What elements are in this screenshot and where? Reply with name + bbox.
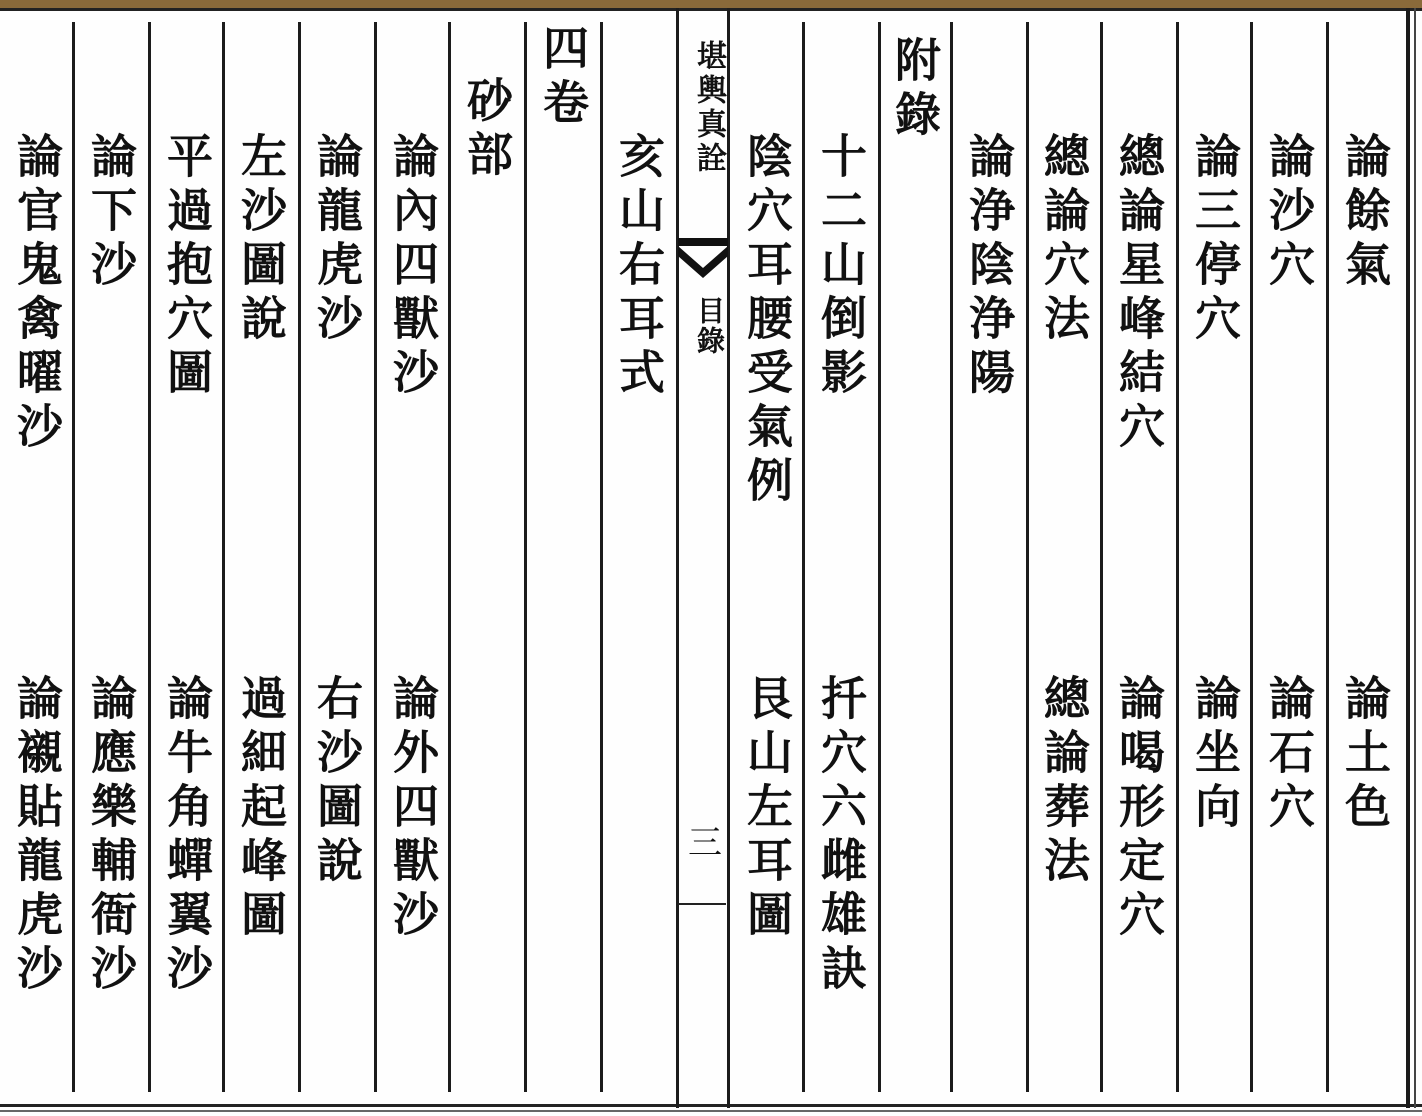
column-rule (1100, 22, 1103, 1092)
gutter-rule-short (678, 903, 726, 905)
toc-entry: 論餘氣 (1338, 132, 1392, 294)
column-rule (950, 22, 953, 1092)
column-rule (878, 22, 881, 1092)
column-rule (448, 22, 451, 1092)
toc-entry: 十二山倒影 (814, 132, 868, 402)
top-band (0, 0, 1422, 8)
toc-entry: 論下沙 (84, 132, 138, 294)
column-rule (802, 22, 805, 1092)
toc-entry: 論喝形定穴 (1112, 674, 1166, 944)
toc-entry: 論襯貼龍虎沙 (10, 674, 64, 998)
toc-entry: 艮山左耳圖 (740, 674, 794, 944)
toc-entry: 論土色 (1338, 674, 1392, 836)
toc-entry: 論沙穴 (1262, 132, 1316, 294)
column-rule (600, 22, 603, 1092)
column-rule (374, 22, 377, 1092)
toc-entry: 左沙圖說 (234, 132, 288, 348)
frame-bottom-rule-2 (0, 1110, 1422, 1112)
toc-entry: 論應樂輔衙沙 (84, 674, 138, 998)
volume-heading: 四卷 (536, 24, 590, 132)
column-rule (298, 22, 301, 1092)
frame-right-rule (1406, 8, 1410, 1108)
column-rule (524, 22, 527, 1092)
fishtail-mark (678, 238, 728, 286)
column-rule (72, 22, 75, 1092)
toc-entry: 平過抱穴圖 (160, 132, 214, 402)
toc-entry: 論外四獸沙 (386, 674, 440, 944)
column-rule (1250, 22, 1253, 1092)
toc-entry: 論龍虎沙 (310, 132, 364, 348)
toc-entry: 論官鬼禽曜沙 (10, 132, 64, 456)
column-rule (222, 22, 225, 1092)
toc-entry: 總論葬法 (1037, 674, 1091, 890)
toc-entry: 論浄陰浄陽 (962, 132, 1016, 402)
toc-entry: 過細起峰圖 (234, 674, 288, 944)
toc-entry: 扦穴六雌雄訣 (814, 674, 868, 998)
column-rule (1176, 22, 1179, 1092)
toc-entry: 論牛角蟬翼沙 (160, 674, 214, 998)
toc-entry: 總論星峰結穴 (1112, 132, 1166, 456)
section-heading: 附錄 (888, 36, 942, 144)
column-rule (148, 22, 151, 1092)
toc-entry: 論石穴 (1262, 674, 1316, 836)
toc-entry: 論內四獸沙 (386, 132, 440, 402)
book-title: 堪輿真詮 (691, 40, 726, 176)
gutter-rule-left (676, 8, 679, 1108)
page-number: 三 (688, 823, 722, 863)
toc-entry: 論三停穴 (1188, 132, 1242, 348)
frame-right-rule-2 (1414, 8, 1416, 1108)
section-title: 目錄 (693, 296, 726, 356)
toc-entry: 論坐向 (1188, 674, 1242, 836)
column-rule (1326, 22, 1329, 1092)
toc-entry: 右沙圖說 (310, 674, 364, 890)
toc-entry: 總論穴法 (1037, 132, 1091, 348)
column-rule (1026, 22, 1029, 1092)
frame-top-rule (0, 8, 1422, 11)
section-heading: 砂部 (460, 76, 514, 184)
toc-entry: 亥山右耳式 (612, 132, 666, 402)
toc-entry: 陰穴耳腰受氣例 (740, 132, 794, 510)
frame-bottom-rule (0, 1104, 1422, 1107)
